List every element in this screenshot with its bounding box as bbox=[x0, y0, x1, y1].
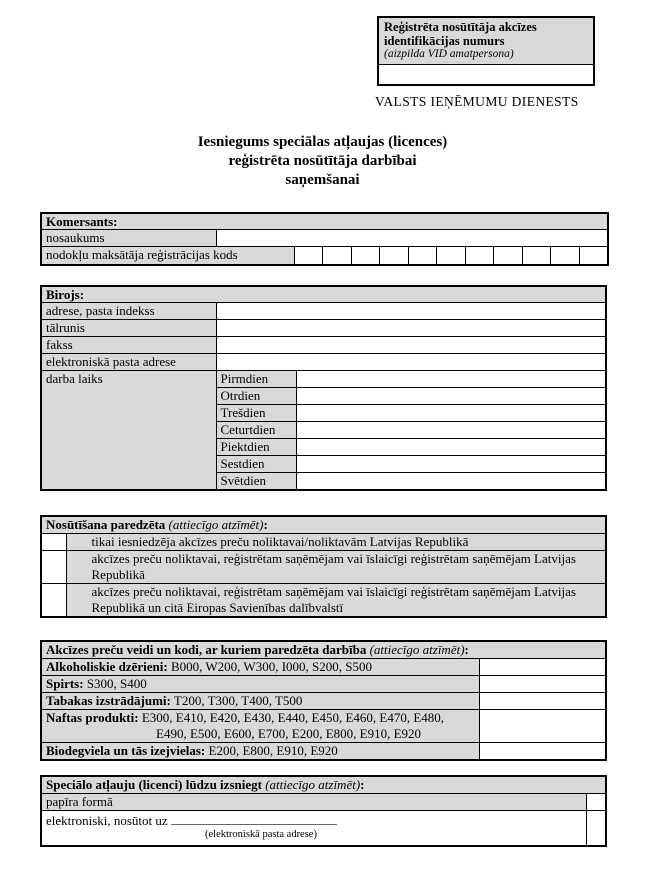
day-label-sunday: Svētdien bbox=[216, 473, 296, 491]
reg-code-cell[interactable] bbox=[465, 247, 494, 265]
precu-veidi-table bbox=[40, 640, 607, 761]
option-label-2: akcīzes preču noliktavai, reģistrētam saņēmējam vai īslaicīgi reģistrētam saņēmējam Latvijas Republikā bbox=[66, 550, 606, 583]
electronic-form-note: (elektroniskā pasta adrese) bbox=[205, 828, 317, 840]
phone-label: tālrunis bbox=[41, 320, 216, 337]
birojs-table bbox=[40, 285, 607, 491]
fax-label: fakss bbox=[41, 337, 216, 354]
consignor-id-box-note: (aizpilda VID amatpersona) bbox=[384, 48, 514, 60]
izsniegt-table bbox=[40, 775, 607, 847]
workhours-sunday-input[interactable] bbox=[296, 473, 606, 491]
reg-code-cell[interactable] bbox=[294, 247, 323, 265]
reg-code-cell[interactable] bbox=[551, 247, 580, 265]
workhours-monday-input[interactable] bbox=[296, 371, 606, 388]
product-codes: T200, T300, T400, T500 bbox=[173, 692, 303, 708]
reg-code-label: nodokļu maksātāja reģistrācijas kods bbox=[41, 247, 294, 265]
option-checkbox-3[interactable] bbox=[41, 583, 66, 617]
nosutisana-header-bold: Nosūtīšana paredzēta bbox=[46, 517, 166, 532]
birojs-header: Birojs: bbox=[41, 286, 606, 303]
fax-input-cell[interactable] bbox=[216, 337, 606, 354]
option-checkbox-2[interactable] bbox=[41, 550, 66, 583]
izsniegt-header-note: (attiecīgo atzīmēt) bbox=[265, 777, 361, 792]
izsniegt-header-bold: Speciālo atļauju (licenci) lūdzu izsniegt bbox=[46, 777, 262, 792]
consignor-id-box-title: Reģistrēta nosūtītāja akcīzes identifikācijas numurs bbox=[384, 20, 537, 48]
agency-name: VALSTS IEŅĒMUMU DIENESTS bbox=[375, 94, 579, 109]
workhours-wednesday-input[interactable] bbox=[296, 405, 606, 422]
paper-form-label: papīra formā bbox=[41, 793, 586, 810]
product-name: Naftas produkti: bbox=[46, 709, 139, 725]
reg-code-cell[interactable] bbox=[408, 247, 437, 265]
product-codes: B000, W200, W300, I000, S200, S500 bbox=[170, 658, 372, 674]
form-title-line: Iesniegums speciālas atļaujas (licences) bbox=[197, 134, 448, 150]
phone-input-cell[interactable] bbox=[216, 320, 606, 337]
workhours-thursday-input[interactable] bbox=[296, 422, 606, 439]
day-label-saturday: Sestdien bbox=[216, 456, 296, 473]
reg-code-cell[interactable] bbox=[437, 247, 466, 265]
electronic-form-cell bbox=[41, 810, 586, 846]
precu-header-colon: : bbox=[464, 642, 469, 657]
nosutisana-header-colon: : bbox=[263, 517, 268, 532]
product-checkbox-spirits[interactable] bbox=[479, 675, 606, 692]
workhours-saturday-input[interactable] bbox=[296, 456, 606, 473]
precu-header-bold: Akcīzes preču veidi un kodi, ar kuriem paredzēta darbība bbox=[46, 642, 367, 657]
precu-header bbox=[41, 641, 606, 658]
product-name: Spirts: bbox=[46, 675, 84, 691]
form-title-line: reģistrēta nosūtītāja darbībai bbox=[228, 153, 417, 169]
product-label-alcohol bbox=[41, 658, 479, 675]
reg-code-cell[interactable] bbox=[323, 247, 352, 265]
day-label-tuesday: Otrdien bbox=[216, 388, 296, 405]
workhours-tuesday-input[interactable] bbox=[296, 388, 606, 405]
product-checkbox-alcohol[interactable] bbox=[479, 658, 606, 675]
izsniegt-header bbox=[41, 776, 606, 793]
address-label: adrese, pasta indekss bbox=[41, 303, 216, 320]
nosutisana-header bbox=[41, 516, 606, 533]
form-title bbox=[0, 133, 645, 190]
nosutisana-header-note: (attiecīgo atzīmēt) bbox=[168, 517, 264, 532]
day-label-monday: Pirmdien bbox=[216, 371, 296, 388]
option-checkbox-1[interactable] bbox=[41, 533, 66, 550]
reg-code-cell[interactable] bbox=[351, 247, 380, 265]
product-codes: E300, E410, E420, E430, E440, E450, E460, E470, E480, E490, E500, E600, E700, E200, E800, E910, E920 bbox=[141, 709, 445, 741]
address-input-cell[interactable] bbox=[216, 303, 606, 320]
komersants-header: Komersants: bbox=[41, 213, 608, 230]
name-label: nosaukums bbox=[41, 230, 216, 247]
workhours-friday-input[interactable] bbox=[296, 439, 606, 456]
product-name: Biodegviela un tās izejvielas: bbox=[46, 742, 206, 758]
form-title-line: saņemšanai bbox=[285, 172, 360, 188]
name-input-cell[interactable] bbox=[216, 230, 608, 247]
reg-code-cell[interactable] bbox=[579, 247, 608, 265]
email-label: elektroniskā pasta adrese bbox=[41, 354, 216, 371]
product-codes: S300, S400 bbox=[86, 675, 147, 691]
product-label-spirits bbox=[41, 675, 479, 692]
komersants-table bbox=[40, 212, 609, 266]
email-fill-line[interactable] bbox=[171, 811, 337, 825]
paper-form-checkbox[interactable] bbox=[586, 793, 606, 810]
product-codes: E200, E800, E910, E920 bbox=[208, 742, 338, 758]
email-input-cell[interactable] bbox=[216, 354, 606, 371]
izsniegt-header-colon: : bbox=[360, 777, 365, 792]
product-checkbox-tobacco[interactable] bbox=[479, 692, 606, 709]
product-checkbox-oil[interactable] bbox=[479, 709, 606, 742]
product-checkbox-biofuel[interactable] bbox=[479, 742, 606, 760]
precu-header-note: (attiecīgo atzīmēt) bbox=[369, 642, 465, 657]
day-label-friday: Piektdien bbox=[216, 439, 296, 456]
reg-code-cell[interactable] bbox=[494, 247, 523, 265]
product-name: Alkoholiskie dzērieni: bbox=[46, 658, 168, 674]
product-name: Tabakas izstrādājumi: bbox=[46, 692, 171, 708]
consignor-id-box-header bbox=[379, 18, 593, 65]
reg-code-cell[interactable] bbox=[380, 247, 409, 265]
product-label-tobacco bbox=[41, 692, 479, 709]
consignor-id-box bbox=[377, 16, 595, 86]
product-label-oil bbox=[41, 709, 479, 742]
nosutisana-table bbox=[40, 515, 607, 618]
electronic-form-checkbox[interactable] bbox=[586, 810, 606, 846]
option-label-1: tikai iesniedzēja akcīzes preču noliktavai/noliktavām Latvijas Republikā bbox=[66, 533, 606, 550]
day-label-thursday: Ceturtdien bbox=[216, 422, 296, 439]
day-label-wednesday: Trešdien bbox=[216, 405, 296, 422]
consignor-id-input[interactable] bbox=[379, 65, 593, 84]
reg-code-cell[interactable] bbox=[522, 247, 551, 265]
work-hours-label: darba laiks bbox=[41, 371, 216, 491]
electronic-form-label: elektroniski, nosūtot uz bbox=[46, 812, 168, 828]
option-label-3: akcīzes preču noliktavai, reģistrētam saņēmējam vai īslaicīgi reģistrētam saņēmējam Latvijas Republikā un citā Eiropas Savienības dalībvalstī bbox=[66, 583, 606, 617]
product-label-biofuel bbox=[41, 742, 479, 760]
